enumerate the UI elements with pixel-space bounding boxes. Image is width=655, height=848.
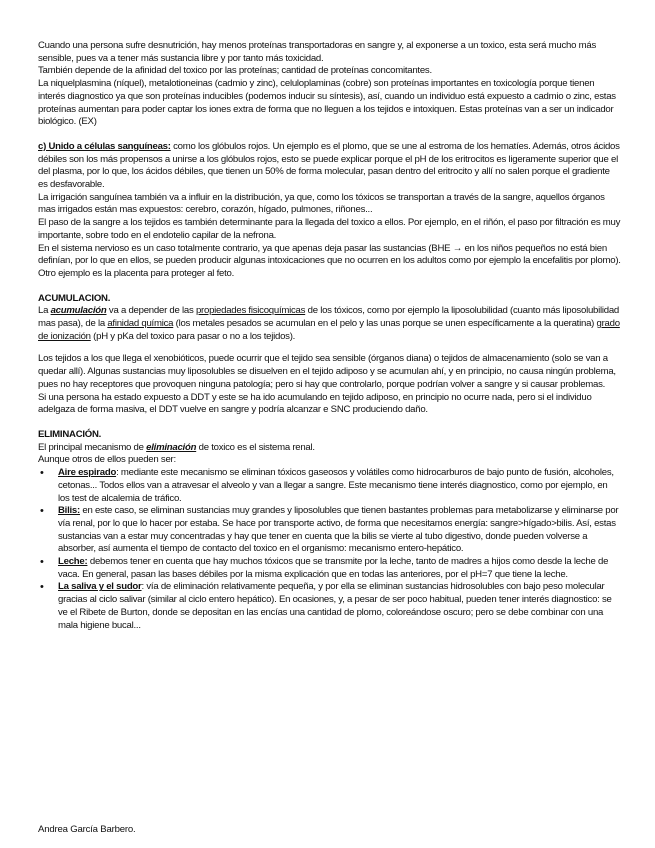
paragraph-otros: Aunque otros de ellos pueden ser: xyxy=(38,454,176,466)
acum-text-3: de los tóxicos, como por ejemplo la liposolubilidad (cuanto más liposolubilidad mas pasa), de la xyxy=(38,305,620,330)
heading-eliminacion: ELIMINACIÓN. xyxy=(38,428,102,440)
paragraph-sistema-nervioso: En el sistema nervioso es un caso totalmente contrario, ya que apenas deja pasar las sustancias (BHE → en los niños pequeños no está bien definían, por lo que en ellos, se pueden producir algunas intoxicaciones que no ocurren en los adultos como por ejemplo la encefalitis por plomo). Otro ejemplo es la placenta para proteger al feto. xyxy=(38,242,621,279)
paragraph-desnutricion: Cuando una persona sufre desnutrición, hay menos proteínas transportadoras en sangre y, al exponerse a un toxico, esta será mucho más sensible, pues va a tener más sustancia libre y por tanto más toxicidad. xyxy=(38,40,596,64)
elim-text-1: El principal mecanismo de xyxy=(38,441,147,453)
acum-text-2: va a depender de las xyxy=(106,305,196,317)
document-page xyxy=(38,40,621,632)
paragraph-union-celulas xyxy=(38,141,621,192)
acum-text-5: (pH y pKa del toxico para pasar o no a los tejidos). xyxy=(90,330,296,342)
item-label: Bilis: xyxy=(58,505,80,517)
list-item xyxy=(38,467,621,505)
item-text: debemos tener en cuenta que hay muchos tóxicos que se transmite por la leche, tanto de madres a hijos como desde la leche de vaca. En general, pasan las bases débiles por la misma explicación que en todas las anteriores, por el pH=7 que tiene la leche. xyxy=(58,556,609,580)
section-title-union: c) Unido a células sanguíneas: xyxy=(38,140,171,152)
list-item xyxy=(38,556,621,581)
item-text: : mediante este mecanismo se eliminan tóxicos gaseosos y volátiles como hidrocarburos de bajo punto de fusión, alcoholes, cetonas... Todos ellos van a atravesar el alveolo y van a llegar a sangre. Este mecanismo tiene interés diagnostico, como por ejemplo, en los test de alcalemia de tráfico. xyxy=(58,467,614,504)
paragraph-acumulacion xyxy=(38,305,621,343)
paragraph-paso-sangre: El paso de la sangre a los tejidos es también determinante para la llegada del toxico a ellos. Por ejemplo, en el riñón, el paso por filtración es muy importante, sobre todo en el endotelio capilar de la nefrona. xyxy=(38,217,621,241)
term-ionizacion: grado de ionización xyxy=(38,318,620,342)
list-item xyxy=(38,505,621,556)
elimination-list xyxy=(38,467,621,632)
item-text: en este caso, se eliminan sustancias muy grandes y liposolubles que tienen bastantes problemas para metabolizarse y eliminarse por vía renal, por lo que lo hacer por estaba. Se hace por transporte activo, de forma que necesitamos energía: sangre>hígado>bilis. Así, estas sustancias van a estar muy concentradas y hay que tener en cuenta que la bilis se vierte al tubo digestivo, donde pueden volverse a absorber, así aumenta el tiempo de contacto del toxico en el organismo: mecanismo entero-hepático. xyxy=(58,505,619,555)
heading-acumulacion: ACUMULACION. xyxy=(38,292,111,304)
term-eliminacion: eliminación xyxy=(146,441,197,453)
item-text: : vía de eliminación relativamente pequeña, y por ella se eliminan sustancias hidrosolubles con bajo peso molecular gracias al ciclo salivar (similar al ciclo entero hepático). En ocasiones, y, a pesar de ser poco habitual, pueden tener interés diagnostico: se ve el Ribete de Burton, donde se depositan en las encías una cantidad de plomo, coloreándose oscuro; pero se debe combinar con una mala higiene bucal... xyxy=(58,581,612,631)
list-item xyxy=(38,581,621,632)
item-label: Aire espirado xyxy=(58,467,117,479)
acum-text-1: La xyxy=(38,305,51,317)
paragraph-tejidos: Los tejidos a los que llega el xenobióticos, puede ocurrir que el tejido sea sensible (órganos diana) o tejidos de almacenamiento (solo se van a quedar allí). Algunas sustancias muy liposolubles se disuelven en el tejido adiposo y se acumulan ahí, y en principio, no causa ningún problema, pues no hay receptores que provoquen ninguna patología; pero si hay que controlarlo, porque podrían volver a sangre y si causar problemas. xyxy=(38,353,616,390)
paragraph-eliminacion xyxy=(38,442,621,455)
paragraph-afinidad: También depende de la afinidad del toxico por las proteínas; cantidad de proteínas concomitantes. xyxy=(38,65,432,77)
footer-author: Andrea García Barbero. xyxy=(38,824,136,835)
term-afinidad: afinidad química xyxy=(107,318,174,330)
acum-text-4: (los metales pesados se acumulan en el pelo y las unas porque se unen específicamente a la queratina) xyxy=(173,318,597,330)
paragraph-ddt: Si una persona ha estado expuesto a DDT y este se ha ido acumulando en tejido adiposo, en principio no ocurre nada, pero si el individuo adelgaza de forma masiva, el DDT vuelve en sangre y podría alcanzar e SNC produciendo daño. xyxy=(38,391,592,416)
union-text: como los glóbulos rojos. Un ejemplo es el plomo, que se une al estroma de los hematíes. Además, otros ácidos débiles son los más propensos a unirse a los glóbulos rojos, esto se puede explicar porque el pH de los eritrocitos es ligeramente superior que el del plasma, por lo que, los ácidos débiles, que tienen un 50% de forma molecular, pasan dentro del eritrocito y allí no salen porque el gradiente es desfavorable. xyxy=(38,140,620,191)
paragraph-proteinas-inducibles: La niquelplasmina (níquel), metalotioneinas (cadmio y zinc), celuloplaminas (cobre) son proteínas importantes en toxicología porque tienen interés diagnostico ya que son proteínas inducibles (podemos inducir su síntesis), así, cuando un individuo está expuesto a cadmio o zinc, estas proteínas aumentan para poder captar los iones extra de forma que no lleguen a los tejidos e intoxiquen. Estas proteínas van a ser un indicador biológico. (EX) xyxy=(38,78,616,128)
term-propiedades: propiedades fisicoquímicas xyxy=(195,305,306,317)
item-label: Leche: xyxy=(58,556,88,568)
term-acumulacion: acumulación xyxy=(50,305,107,317)
item-label: La saliva y el sudor xyxy=(58,581,142,593)
paragraph-irrigacion: La irrigación sanguínea también va a influir en la distribución, ya que, como los tóxicos se transportan a través de la sangre, aquellos órganos mas irrigados están mas expuestos: cerebro, corazón, hígado, pulmones, riñones... xyxy=(38,191,605,216)
elim-text-2: de toxico es el sistema renal. xyxy=(196,441,315,453)
